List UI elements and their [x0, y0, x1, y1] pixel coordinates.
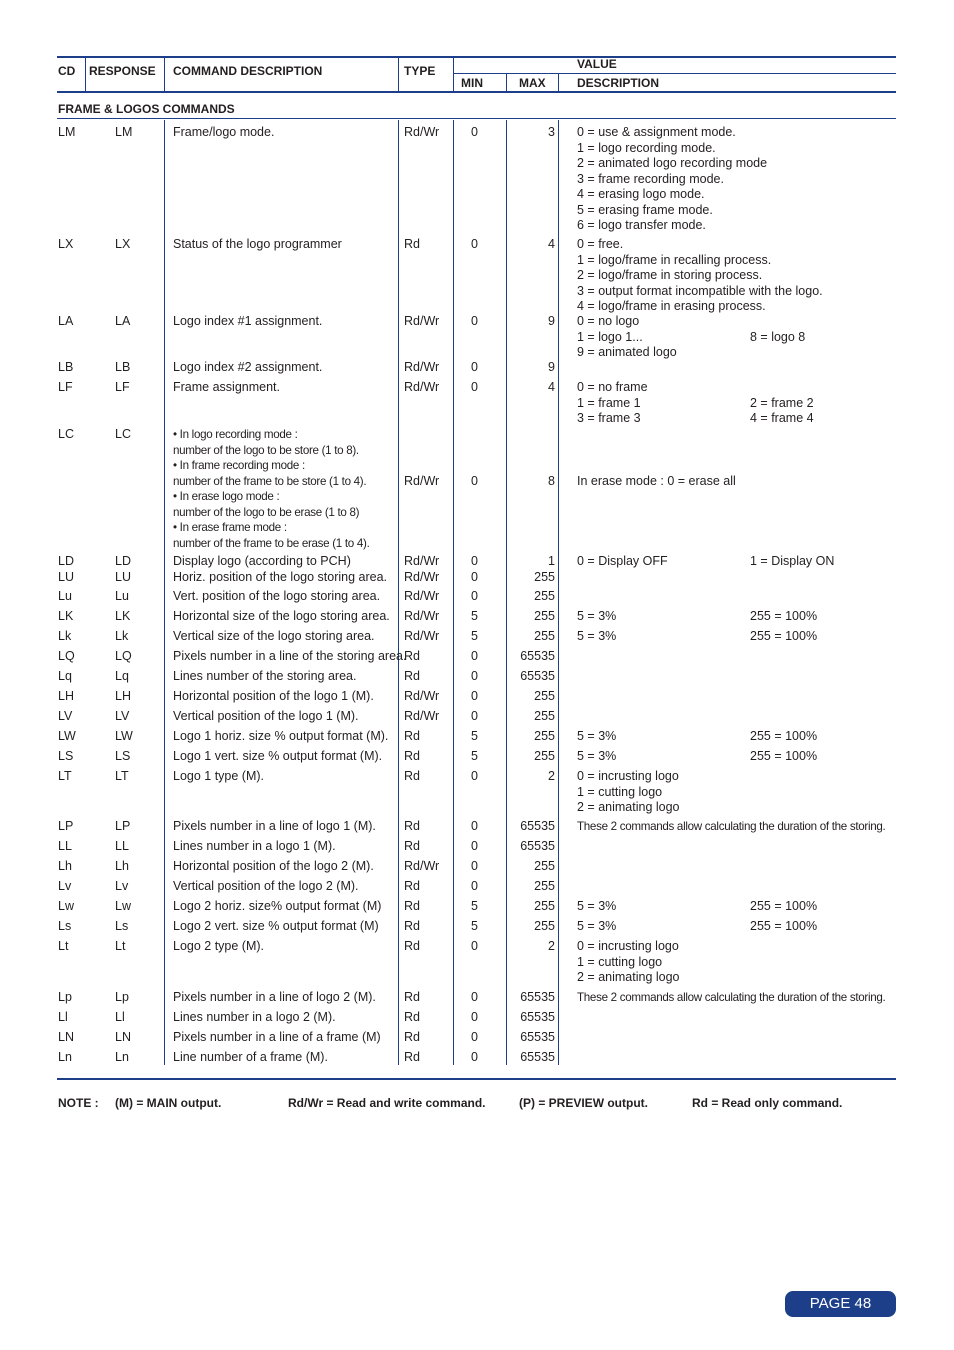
row-response: LT: [115, 769, 129, 783]
header-sep-max: [558, 74, 559, 92]
row-value-description: 3 = frame 3: [577, 411, 641, 425]
header-sep-response: [164, 57, 165, 92]
row-response: LN: [115, 1030, 131, 1044]
row-command-description: number of the logo to be store (1 to 8).: [173, 443, 359, 457]
row-type: Rd: [404, 769, 420, 783]
row-value-description: These 2 commands allow calculating the duration of the storing.: [577, 991, 886, 1004]
row-cd: LK: [58, 609, 74, 623]
row-type: Rd/Wr: [404, 859, 440, 873]
row-value-description: 1 = logo 1...: [577, 329, 643, 344]
row-cd: Lu: [58, 589, 72, 603]
row-type: Rd: [404, 1050, 420, 1064]
row-max: 8: [548, 473, 555, 488]
row-command-description: Logo index #1 assignment.: [173, 314, 323, 328]
row-min: 0: [471, 570, 478, 584]
row-value-description: 5 = 3%: [577, 629, 617, 643]
row-type: Rd: [404, 1030, 420, 1044]
row-type: Rd/Wr: [404, 689, 440, 703]
row-max: 65535: [520, 839, 555, 853]
row-response: Lh: [115, 859, 129, 873]
row-response: LK: [115, 609, 131, 623]
row-value-description: 5 = 3%: [577, 729, 617, 743]
header-sep-min: [506, 74, 507, 92]
note-main: (M) = MAIN output.: [115, 1096, 222, 1110]
row-command-description: Frame/logo mode.: [173, 125, 275, 139]
header-sep-command: [398, 57, 399, 92]
row-min: 5: [471, 919, 478, 933]
row-max: 255: [534, 859, 555, 873]
row-value-description: 3 = output format incompatible with the logo.: [577, 283, 823, 298]
row-max: 65535: [520, 649, 555, 663]
row-type: Rd: [404, 990, 420, 1004]
row-max: 9: [548, 314, 555, 328]
row-type: Rd: [404, 1010, 420, 1024]
row-command-description: Logo index #2 assignment.: [173, 360, 323, 374]
row-cd: Lw: [58, 899, 74, 913]
page-number-badge: PAGE 48: [785, 1291, 896, 1317]
row-command-description: Display logo (according to PCH): [173, 554, 351, 568]
row-response: Lv: [115, 879, 129, 893]
row-value-description-alt: 255 = 100%: [750, 919, 818, 933]
row-command-description: Horizontal position of the logo 2 (M).: [173, 859, 374, 873]
row-response: LF: [115, 380, 130, 394]
row-value-description-alt: 255 = 100%: [750, 729, 818, 743]
row-max: 65535: [520, 1030, 555, 1044]
row-type: Rd: [404, 839, 420, 853]
row-type: Rd/Wr: [404, 360, 440, 374]
row-type: Rd: [404, 729, 420, 743]
row-max: 4: [548, 237, 555, 251]
header-value: VALUE: [577, 57, 617, 71]
row-cd: Ll: [58, 1010, 68, 1024]
header-type: TYPE: [404, 64, 436, 78]
row-response: LC: [115, 427, 131, 441]
row-response: LV: [115, 709, 130, 723]
row-value-description: 0 = no logo: [577, 314, 640, 328]
row-command-description: Pixels number in a line of a frame (M): [173, 1030, 381, 1044]
row-min: 0: [471, 237, 478, 251]
row-response: Lu: [115, 589, 129, 603]
row-value-description: In erase mode : 0 = erase all: [577, 473, 736, 488]
row-min: 0: [471, 839, 478, 853]
row-min: 0: [471, 709, 478, 723]
row-command-description: Vertical position of the logo 1 (M).: [173, 709, 359, 723]
row-response: LH: [115, 689, 131, 703]
row-command-description: Logo 2 horiz. size% output format (M): [173, 899, 382, 913]
row-min: 5: [471, 629, 478, 643]
row-value-description: 5 = 3%: [577, 899, 617, 913]
row-type: Rd/Wr: [404, 609, 440, 623]
header-max: MAX: [519, 76, 546, 90]
row-type: Rd: [404, 899, 420, 913]
row-cd: Ln: [58, 1050, 72, 1064]
row-response: LS: [115, 749, 131, 763]
row-cd: LL: [58, 839, 72, 853]
row-max: 65535: [520, 819, 555, 833]
row-type: Rd: [404, 669, 420, 683]
row-type: Rd: [404, 749, 420, 763]
row-max: 1: [548, 554, 555, 568]
row-value-description: 2 = logo/frame in storing process.: [577, 268, 763, 282]
row-max: 255: [534, 899, 555, 913]
row-response: LQ: [115, 649, 132, 663]
row-max: 65535: [520, 1010, 555, 1024]
row-cd: Lk: [58, 629, 72, 643]
row-response: LM: [115, 125, 133, 139]
row-value-description: 0 = free.: [577, 237, 624, 251]
row-cd: LF: [58, 380, 73, 394]
row-response: Lk: [115, 629, 129, 643]
row-min: 0: [471, 1050, 478, 1064]
row-value-description: 0 = incrusting logo: [577, 939, 679, 953]
row-command-description: Lines number in a logo 1 (M).: [173, 839, 336, 853]
row-response: LU: [115, 570, 131, 584]
row-command-description: • In erase frame mode :: [173, 521, 287, 534]
note-rdwr: Rd/Wr = Read and write command.: [288, 1096, 486, 1110]
row-max: 255: [534, 919, 555, 933]
header-bottom-rule: [57, 91, 896, 93]
row-value-description: 0 = incrusting logo: [577, 769, 679, 783]
row-cd: LM: [58, 125, 76, 139]
row-cd: Lh: [58, 859, 72, 873]
row-cd: LC: [58, 427, 74, 441]
row-value-description: 5 = 3%: [577, 749, 617, 763]
row-type: Rd/Wr: [404, 314, 440, 328]
row-cd: LU: [58, 570, 74, 584]
value-subheader-rule: [454, 73, 896, 74]
row-min: 0: [471, 689, 478, 703]
row-command-description: • In logo recording mode :: [173, 428, 298, 441]
row-command-description: Logo 2 type (M).: [173, 939, 265, 953]
row-value-description: 1 = logo recording mode.: [577, 140, 716, 155]
row-value-description-alt: 255 = 100%: [750, 749, 818, 763]
row-value-description: 9 = animated logo: [577, 345, 677, 359]
row-value-description: 2 = animating logo: [577, 800, 680, 814]
row-max: 2: [548, 939, 555, 953]
row-min: 5: [471, 729, 478, 743]
header-sep-type: [453, 57, 454, 92]
row-response: LA: [115, 314, 131, 328]
row-command-description: Lines number in a logo 2 (M).: [173, 1010, 336, 1024]
row-min: 5: [471, 609, 478, 623]
row-value-description-alt: 2 = frame 2: [750, 395, 814, 410]
table-bottom-rule: [57, 1078, 896, 1080]
row-command-description: Vertical position of the logo 2 (M).: [173, 879, 359, 893]
row-min: 0: [471, 649, 478, 663]
row-response: LP: [115, 819, 131, 833]
row-type: Rd/Wr: [404, 629, 440, 643]
row-response: Lq: [115, 669, 129, 683]
row-type: Rd/Wr: [404, 589, 440, 603]
row-value-description: 0 = use & assignment mode.: [577, 125, 736, 139]
row-min: 0: [471, 380, 478, 394]
note-label: NOTE :: [58, 1096, 99, 1110]
row-command-description: Logo 1 type (M).: [173, 769, 265, 783]
row-command-description: number of the logo to be erase (1 to 8): [173, 505, 360, 519]
header-min: MIN: [461, 76, 483, 90]
section-rule: [57, 118, 896, 119]
row-value-description-alt: 8 = logo 8: [750, 329, 806, 344]
header-response: RESPONSE: [89, 64, 156, 78]
row-response: Ln: [115, 1050, 129, 1064]
row-min: 0: [471, 360, 478, 374]
row-type: Rd/Wr: [404, 125, 440, 139]
row-cd: LS: [58, 749, 74, 763]
row-min: 0: [471, 669, 478, 683]
row-type: Rd/Wr: [404, 380, 440, 394]
row-cd: LV: [58, 709, 73, 723]
body-sep-response: [164, 120, 165, 1065]
row-command-description: Pixels number in a line of the storing area.: [173, 649, 407, 663]
row-max: 65535: [520, 990, 555, 1004]
row-command-description: Pixels number in a line of logo 2 (M).: [173, 990, 376, 1004]
row-cd: LN: [58, 1030, 74, 1044]
row-max: 255: [534, 729, 555, 743]
row-value-description: 3 = frame recording mode.: [577, 171, 724, 186]
row-min: 0: [471, 314, 478, 328]
header-description: DESCRIPTION: [577, 76, 660, 90]
row-command-description: Logo 1 vert. size % output format (M).: [173, 749, 383, 763]
row-value-description: 5 = 3%: [577, 919, 617, 933]
row-type: Rd: [404, 939, 420, 953]
row-value-description: 0 = Display OFF: [577, 554, 668, 568]
body-sep-max: [558, 120, 559, 1065]
row-cd: LT: [58, 769, 72, 783]
row-min: 0: [471, 1030, 478, 1044]
row-response: Lw: [115, 899, 131, 913]
row-min: 5: [471, 749, 478, 763]
row-min: 0: [471, 990, 478, 1004]
row-cd: LW: [58, 729, 76, 743]
body-sep-type: [453, 120, 454, 1065]
row-response: Ll: [115, 1010, 125, 1024]
row-max: 255: [534, 589, 555, 603]
row-max: 9: [548, 360, 555, 374]
row-value-description: 1 = cutting logo: [577, 954, 663, 969]
row-type: Rd: [404, 879, 420, 893]
row-value-description: 1 = frame 1: [577, 395, 641, 410]
row-value-description-alt: 255 = 100%: [750, 609, 818, 623]
row-cd: LX: [58, 237, 74, 251]
row-cd: Lq: [58, 669, 72, 683]
row-max: 255: [534, 629, 555, 643]
row-value-description-alt: 4 = frame 4: [750, 411, 814, 425]
row-min: 0: [471, 879, 478, 893]
row-max: 65535: [520, 1050, 555, 1064]
row-cd: LB: [58, 360, 74, 374]
row-value-description-alt: 1 = Display ON: [750, 554, 835, 568]
row-value-description: 0 = no frame: [577, 380, 648, 394]
row-value-description-alt: 255 = 100%: [750, 899, 818, 913]
row-max: 255: [534, 689, 555, 703]
note-rd: Rd = Read only command.: [692, 1096, 843, 1110]
row-value-description: 4 = erasing logo mode.: [577, 187, 705, 201]
row-cd: LH: [58, 689, 74, 703]
row-value-description-alt: 255 = 100%: [750, 629, 818, 643]
row-command-description: Vert. position of the logo storing area.: [173, 589, 381, 603]
row-type: Rd/Wr: [404, 570, 440, 584]
row-type: Rd: [404, 919, 420, 933]
row-command-description: Logo 1 horiz. size % output format (M).: [173, 729, 389, 743]
row-max: 255: [534, 709, 555, 723]
row-command-description: Horizontal size of the logo storing area.: [173, 609, 390, 623]
row-min: 0: [471, 819, 478, 833]
row-min: 0: [471, 1010, 478, 1024]
row-response: Ls: [115, 919, 129, 933]
header-cd: CD: [58, 64, 76, 78]
row-value-description: 5 = 3%: [577, 609, 617, 623]
row-max: 4: [548, 380, 555, 394]
row-value-description: These 2 commands allow calculating the duration of the storing.: [577, 820, 886, 833]
row-value-description: 1 = cutting logo: [577, 784, 663, 799]
row-command-description: • In frame recording mode :: [173, 459, 305, 472]
row-type: Rd/Wr: [404, 554, 440, 568]
row-cd: LD: [58, 554, 74, 568]
row-cd: Lp: [58, 990, 72, 1004]
row-response: Lp: [115, 990, 129, 1004]
row-response: LX: [115, 237, 131, 251]
row-command-description: • In erase logo mode :: [173, 490, 280, 503]
row-value-description: 2 = animated logo recording mode: [577, 156, 768, 170]
row-type: Rd: [404, 237, 420, 251]
row-command-description: Vertical size of the logo storing area.: [173, 629, 375, 643]
row-max: 255: [534, 749, 555, 763]
row-max: 2: [548, 769, 555, 783]
row-response: LL: [115, 839, 129, 853]
header-sep-cd: [85, 57, 86, 92]
row-command-description: Lines number of the storing area.: [173, 669, 357, 683]
row-command-description: Status of the logo programmer: [173, 237, 342, 251]
row-cd: Lv: [58, 879, 72, 893]
header-top-rule: [57, 56, 896, 58]
row-command-description: Horiz. position of the logo storing area.: [173, 570, 388, 584]
row-response: LB: [115, 360, 131, 374]
row-response: Lt: [115, 939, 126, 953]
row-value-description: 2 = animating logo: [577, 970, 680, 984]
row-value-description: 4 = logo/frame in erasing process.: [577, 299, 766, 313]
row-cd: Ls: [58, 919, 72, 933]
row-min: 0: [471, 939, 478, 953]
row-command-description: Frame assignment.: [173, 380, 280, 394]
row-command-description: Logo 2 vert. size % output format (M): [173, 919, 379, 933]
row-min: 5: [471, 899, 478, 913]
row-response: LD: [115, 554, 131, 568]
row-value-description: 5 = erasing frame mode.: [577, 202, 713, 217]
note-preview: (P) = PREVIEW output.: [519, 1096, 648, 1110]
row-type: Rd: [404, 649, 420, 663]
row-cd: LA: [58, 314, 74, 328]
row-max: 255: [534, 879, 555, 893]
row-max: 3: [548, 125, 555, 139]
row-type: Rd: [404, 819, 420, 833]
row-min: 0: [471, 589, 478, 603]
row-value-description: 6 = logo transfer mode.: [577, 218, 706, 232]
row-command-description: number of the frame to be store (1 to 4).: [173, 474, 367, 488]
row-type: Rd/Wr: [404, 473, 440, 488]
row-command-description: number of the frame to be erase (1 to 4).: [173, 536, 370, 550]
row-max: 255: [534, 609, 555, 623]
row-min: 0: [471, 859, 478, 873]
row-min: 0: [471, 769, 478, 783]
row-cd: LQ: [58, 649, 75, 663]
row-command-description: Horizontal position of the logo 1 (M).: [173, 689, 374, 703]
row-command-description: Line number of a frame (M).: [173, 1050, 328, 1064]
row-cd: Lt: [58, 939, 69, 953]
row-min: 0: [471, 473, 478, 488]
row-max: 255: [534, 570, 555, 584]
row-value-description: 1 = logo/frame in recalling process.: [577, 252, 772, 267]
row-min: 0: [471, 554, 478, 568]
header-command-description: COMMAND DESCRIPTION: [173, 64, 323, 78]
row-max: 65535: [520, 669, 555, 683]
row-min: 0: [471, 125, 478, 139]
row-type: Rd/Wr: [404, 709, 440, 723]
section-title: FRAME & LOGOS COMMANDS: [58, 102, 235, 116]
body-sep-command: [398, 120, 399, 1065]
row-command-description: Pixels number in a line of logo 1 (M).: [173, 819, 376, 833]
row-cd: LP: [58, 819, 74, 833]
row-response: LW: [115, 729, 133, 743]
